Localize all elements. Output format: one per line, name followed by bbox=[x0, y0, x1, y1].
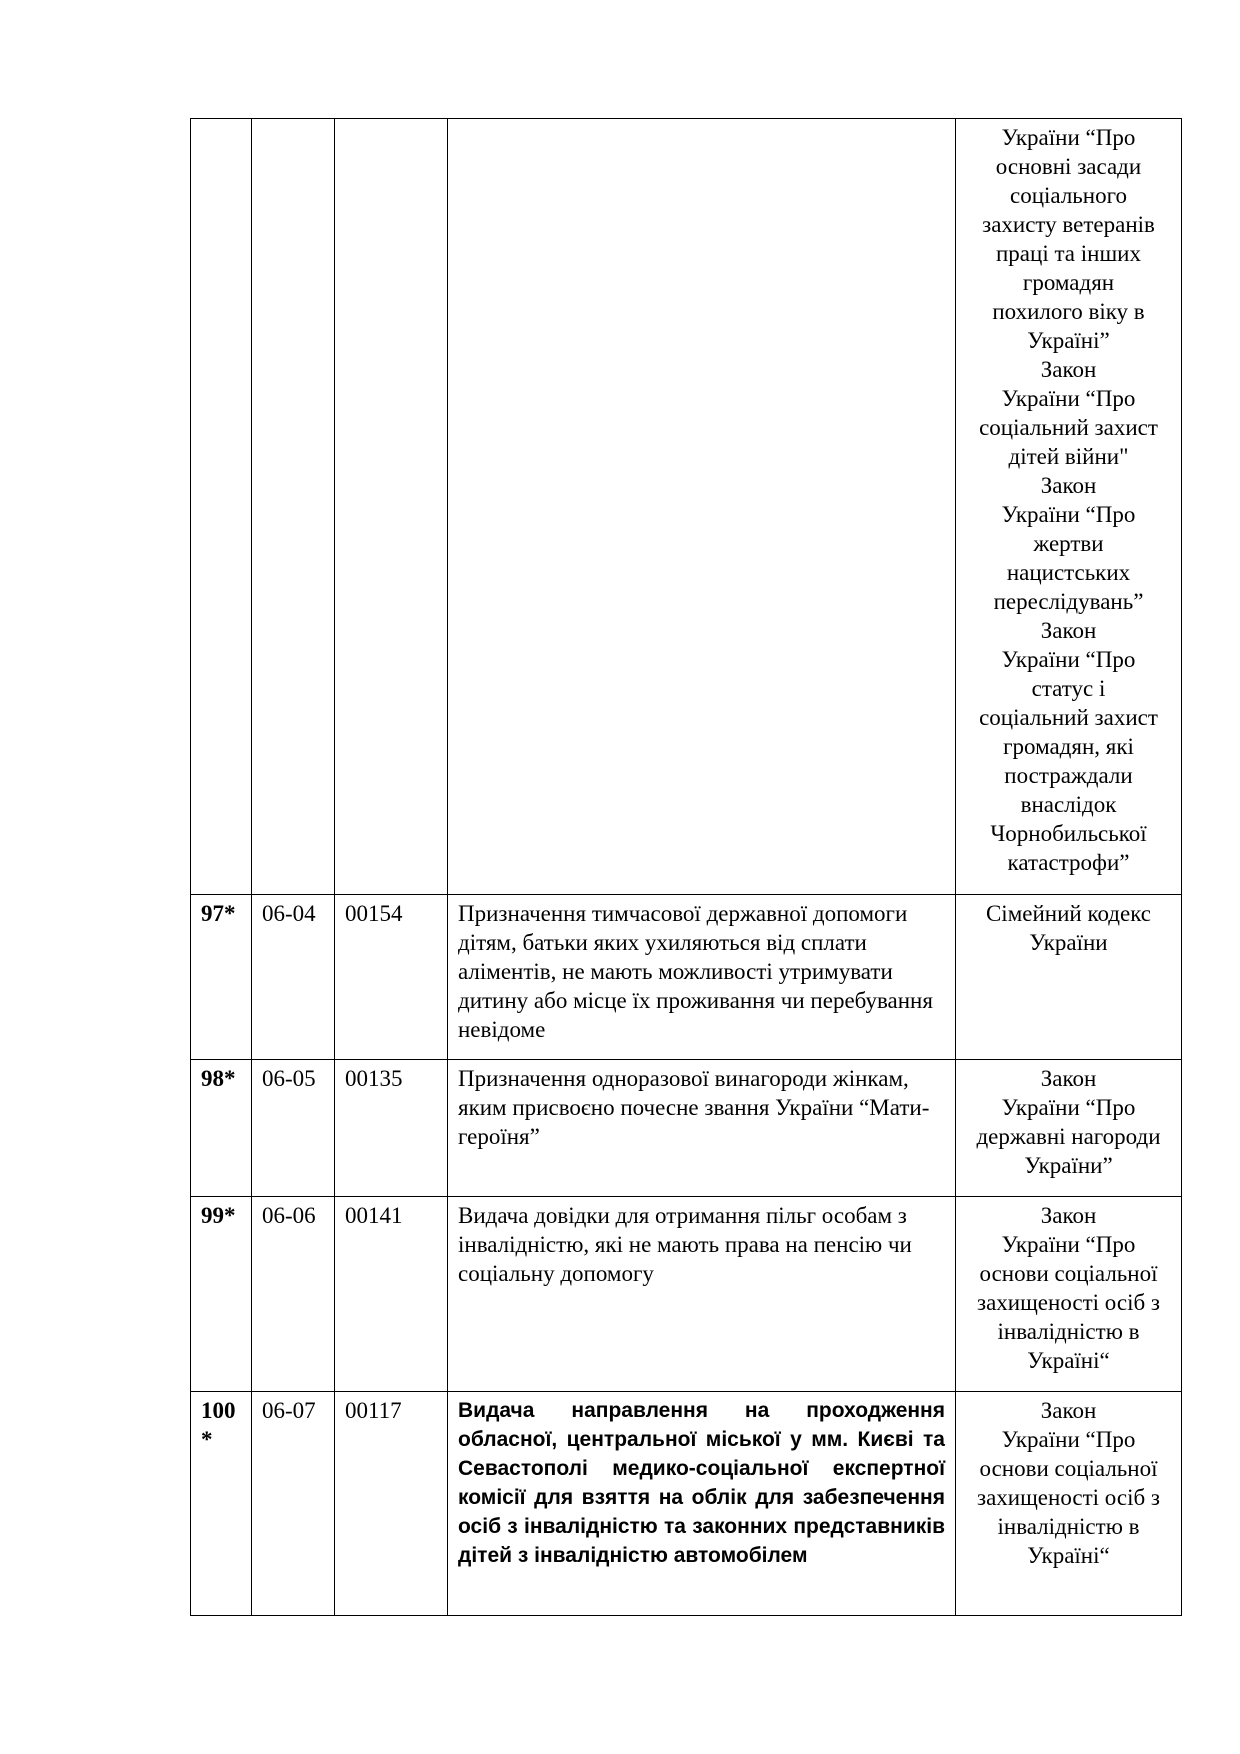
row-number-cell: 98* bbox=[191, 1060, 252, 1197]
legal-basis-line: Закон bbox=[1040, 357, 1097, 382]
row-number-cell bbox=[191, 1392, 252, 1616]
service-name-cell: Видача направлення на проходження обласної, центральної міської у мм. Києві та Севастополі медико-соціальної експертної комісії для взяття на облік для забезпечення осіб з інвалідністю та законних представників дітей з інвалідністю автомобілем bbox=[448, 1392, 956, 1616]
legal-basis-line: України” bbox=[1024, 1153, 1113, 1178]
table-row bbox=[191, 1392, 1182, 1616]
category-code-cell: 06-07 bbox=[252, 1392, 335, 1616]
table-row bbox=[191, 1060, 1182, 1197]
legal-basis-cell bbox=[956, 119, 1182, 895]
legal-basis-line: Закон bbox=[1040, 473, 1097, 498]
row-number-line: 100 bbox=[201, 1398, 236, 1423]
legal-basis-line: України “Про bbox=[1001, 1095, 1136, 1120]
legal-basis-line: Сімейний кодекс bbox=[985, 901, 1152, 926]
legal-basis-line: основи соціальної bbox=[979, 1261, 1158, 1286]
service-id-cell: 00117 bbox=[335, 1392, 448, 1616]
legal-basis-line: інвалідністю в bbox=[997, 1319, 1140, 1344]
row-number-cell bbox=[191, 119, 252, 895]
legal-basis-line: Закон bbox=[1040, 1066, 1097, 1091]
legal-basis-line: катастрофи” bbox=[1007, 850, 1130, 875]
table-row bbox=[191, 895, 1182, 1060]
service-name-cell: Призначення одноразової винагороди жінкам, яким присвоєно почесне звання України “Мати-героїня” bbox=[448, 1060, 956, 1197]
row-number-cell: 99* bbox=[191, 1197, 252, 1392]
legal-basis-line: України “Про bbox=[1001, 1427, 1136, 1452]
legal-basis-line: України “Про bbox=[1001, 125, 1136, 150]
legal-basis-line: України “Про bbox=[1001, 386, 1136, 411]
legal-basis-line: України bbox=[1029, 930, 1108, 955]
legal-basis-line: Закон bbox=[1040, 618, 1097, 643]
legal-basis-cell bbox=[956, 1060, 1182, 1197]
legal-basis-line: постраждали bbox=[1004, 763, 1133, 788]
category-code-cell: 06-06 bbox=[252, 1197, 335, 1392]
legal-basis-cell bbox=[956, 895, 1182, 1060]
legal-basis-line: Україні” bbox=[1027, 328, 1110, 353]
legal-basis-line: Закон bbox=[1040, 1203, 1097, 1228]
category-code-cell: 06-05 bbox=[252, 1060, 335, 1197]
legal-basis-line: праці та інших bbox=[996, 241, 1141, 266]
table-row bbox=[191, 119, 1182, 895]
legal-basis-line: України “Про bbox=[1001, 1232, 1136, 1257]
legal-basis-line: захищеності осіб з bbox=[976, 1290, 1160, 1315]
category-code-cell: 06-04 bbox=[252, 895, 335, 1060]
legal-basis-line: внаслідок bbox=[1020, 792, 1117, 817]
legal-basis-line: України “Про bbox=[1001, 647, 1136, 672]
legal-basis-line: соціальний захист bbox=[979, 705, 1158, 730]
service-name-cell bbox=[448, 119, 956, 895]
legal-basis-line: Закон bbox=[1040, 1398, 1097, 1423]
legal-basis-line: похилого віку в bbox=[992, 299, 1145, 324]
service-id-cell bbox=[335, 119, 448, 895]
legal-basis-line: нацистських bbox=[1006, 560, 1131, 585]
service-name-cell: Призначення тимчасової державної допомоги дітям, батьки яких ухиляються від сплати аліментів, не мають можливості утримувати дитину або місце їх проживання чи перебування невідоме bbox=[448, 895, 956, 1060]
table-row bbox=[191, 1197, 1182, 1392]
legal-basis-line: Україні“ bbox=[1027, 1348, 1110, 1373]
legal-basis-line: соціального bbox=[1010, 183, 1127, 208]
service-id-cell: 00141 bbox=[335, 1197, 448, 1392]
row-number-cell: 97* bbox=[191, 895, 252, 1060]
legal-basis-line: основи соціальної bbox=[979, 1456, 1158, 1481]
legal-basis-cell bbox=[956, 1197, 1182, 1392]
service-id-cell: 00135 bbox=[335, 1060, 448, 1197]
legal-basis-line: інвалідністю в bbox=[997, 1514, 1140, 1539]
legal-basis-line: громадян bbox=[1022, 270, 1115, 295]
row-number-line: * bbox=[201, 1427, 213, 1452]
legal-basis-line: переслідувань” bbox=[993, 589, 1144, 614]
legal-basis-line: громадян, які bbox=[1003, 734, 1134, 759]
legal-basis-cell bbox=[956, 1392, 1182, 1616]
legal-basis-line: Україні“ bbox=[1027, 1543, 1110, 1568]
legal-basis-line: жертви bbox=[1033, 531, 1104, 556]
legal-basis-line: захищеності осіб з bbox=[976, 1485, 1160, 1510]
services-table bbox=[190, 118, 1182, 1616]
legal-basis-line: статус і bbox=[1031, 676, 1106, 701]
legal-basis-line: соціальний захист bbox=[979, 415, 1158, 440]
category-code-cell bbox=[252, 119, 335, 895]
service-id-cell: 00154 bbox=[335, 895, 448, 1060]
legal-basis-line: основні засади bbox=[995, 154, 1142, 179]
service-name-cell: Видача довідки для отримання пільг особам з інвалідністю, які не мають права на пенсію чи соціальну допомогу bbox=[448, 1197, 956, 1392]
legal-basis-line: Чорнобильської bbox=[990, 821, 1147, 846]
legal-basis-line: державні нагороди bbox=[976, 1124, 1161, 1149]
legal-basis-line: захисту ветеранів bbox=[982, 212, 1155, 237]
legal-basis-line: дітей війни" bbox=[1008, 444, 1129, 469]
legal-basis-line: України “Про bbox=[1001, 502, 1136, 527]
